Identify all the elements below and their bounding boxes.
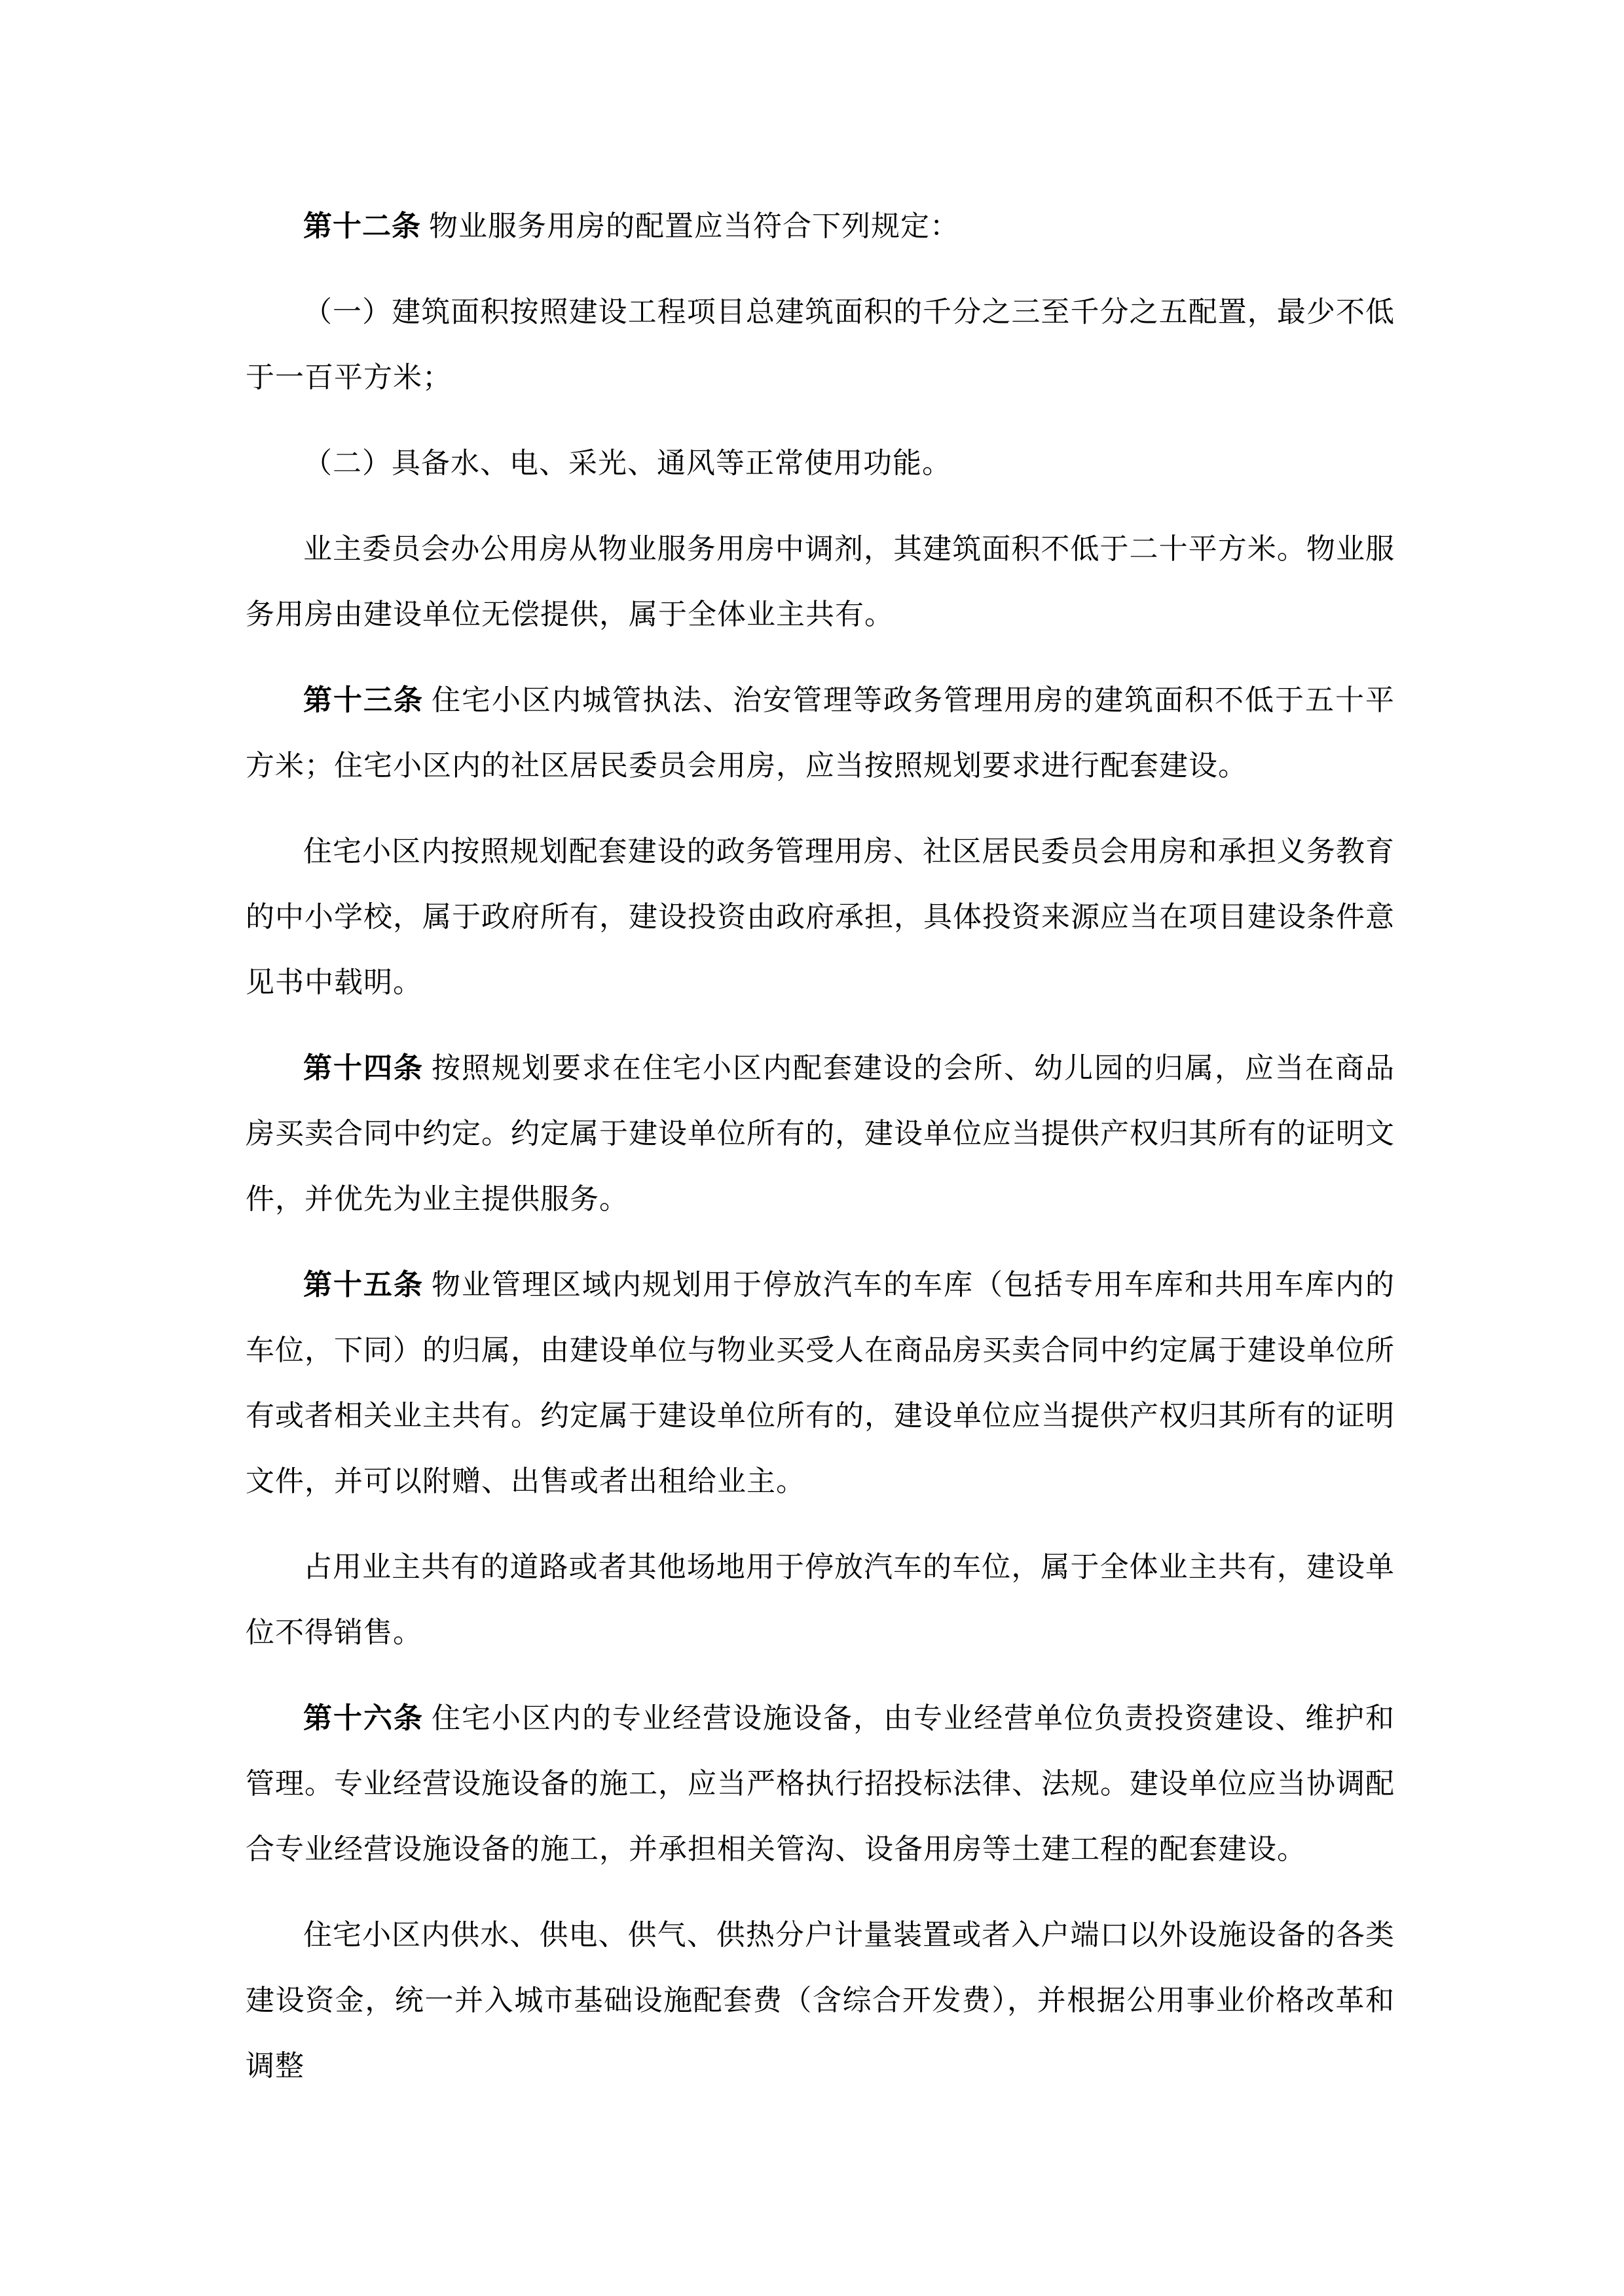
paragraph — [246, 819, 1395, 1015]
paragraph — [246, 1903, 1395, 2099]
paragraph — [246, 1252, 1395, 1514]
article-number: 第十五条 — [303, 1269, 424, 1301]
paragraph-text: 住宅小区内按照规划配套建设的政务管理用房、社区居民委员会用房和承担义务教育的中小学校，属于政府所有，建设投资由政府承担，具体投资来源应当在项目建设条件意见书中载明。 — [246, 835, 1395, 998]
paragraph-text: 业主委员会办公用房从物业服务用房中调剂，其建筑面积不低于二十平方米。物业服务用房由建设单位无偿提供，属于全体业主共有。 — [246, 533, 1395, 630]
paragraph — [246, 280, 1395, 410]
article-number: 第十四条 — [303, 1052, 424, 1084]
document-content — [246, 194, 1395, 2119]
paragraph-text: 物业管理区域内规划用于停放汽车的车库（包括专用车库和共用车库内的车位，下同）的归属，由建设单位与物业买受人在商品房买卖合同中约定属于建设单位所有或者相关业主共有。约定属于建设单位所有的，建设单位应当提供产权归其所有的证明文件，并可以附赠、出售或者出租给业主。 — [246, 1269, 1395, 1497]
paragraph — [246, 194, 1395, 259]
article-number: 第十二条 — [303, 210, 421, 242]
paragraph-text: （一）建筑面积按照建设工程项目总建筑面积的千分之三至千分之五配置，最少不低于一百平方米； — [246, 296, 1395, 393]
paragraph-text: 占用业主共有的道路或者其他场地用于停放汽车的车位，属于全体业主共有，建设单位不得销售。 — [246, 1551, 1395, 1649]
paragraph — [246, 1036, 1395, 1232]
paragraph-text: （二）具备水、电、采光、通风等正常使用功能。 — [303, 447, 951, 479]
paragraph — [246, 1686, 1395, 1882]
article-number: 第十六条 — [303, 1702, 424, 1734]
paragraph — [246, 668, 1395, 799]
paragraph — [246, 1535, 1395, 1666]
paragraph-text: 按照规划要求在住宅小区内配套建设的会所、幼儿园的归属，应当在商品房买卖合同中约定。约定属于建设单位所有的，建设单位应当提供产权归其所有的证明文件，并优先为业主提供服务。 — [246, 1052, 1395, 1215]
paragraph-text: 住宅小区内的专业经营设施设备，由专业经营单位负责投资建设、维护和管理。专业经营设施设备的施工，应当严格执行招投标法律、法规。建设单位应当协调配合专业经营设施设备的施工，并承担相关管沟、设备用房等土建工程的配套建设。 — [246, 1702, 1395, 1865]
paragraph-text: 住宅小区内城管执法、治安管理等政务管理用房的建筑面积不低于五十平方米；住宅小区内的社区居民委员会用房，应当按照规划要求进行配套建设。 — [246, 684, 1395, 782]
paragraph-text: 住宅小区内供水、供电、供气、供热分户计量装置或者入户端口以外设施设备的各类建设资金，统一并入城市基础设施配套费（含综合开发费），并根据公用事业价格改革和调整 — [246, 1919, 1395, 2082]
paragraph — [246, 431, 1395, 496]
paragraph-text: 物业服务用房的配置应当符合下列规定： — [429, 210, 959, 242]
paragraph — [246, 517, 1395, 647]
article-number: 第十三条 — [303, 684, 424, 716]
